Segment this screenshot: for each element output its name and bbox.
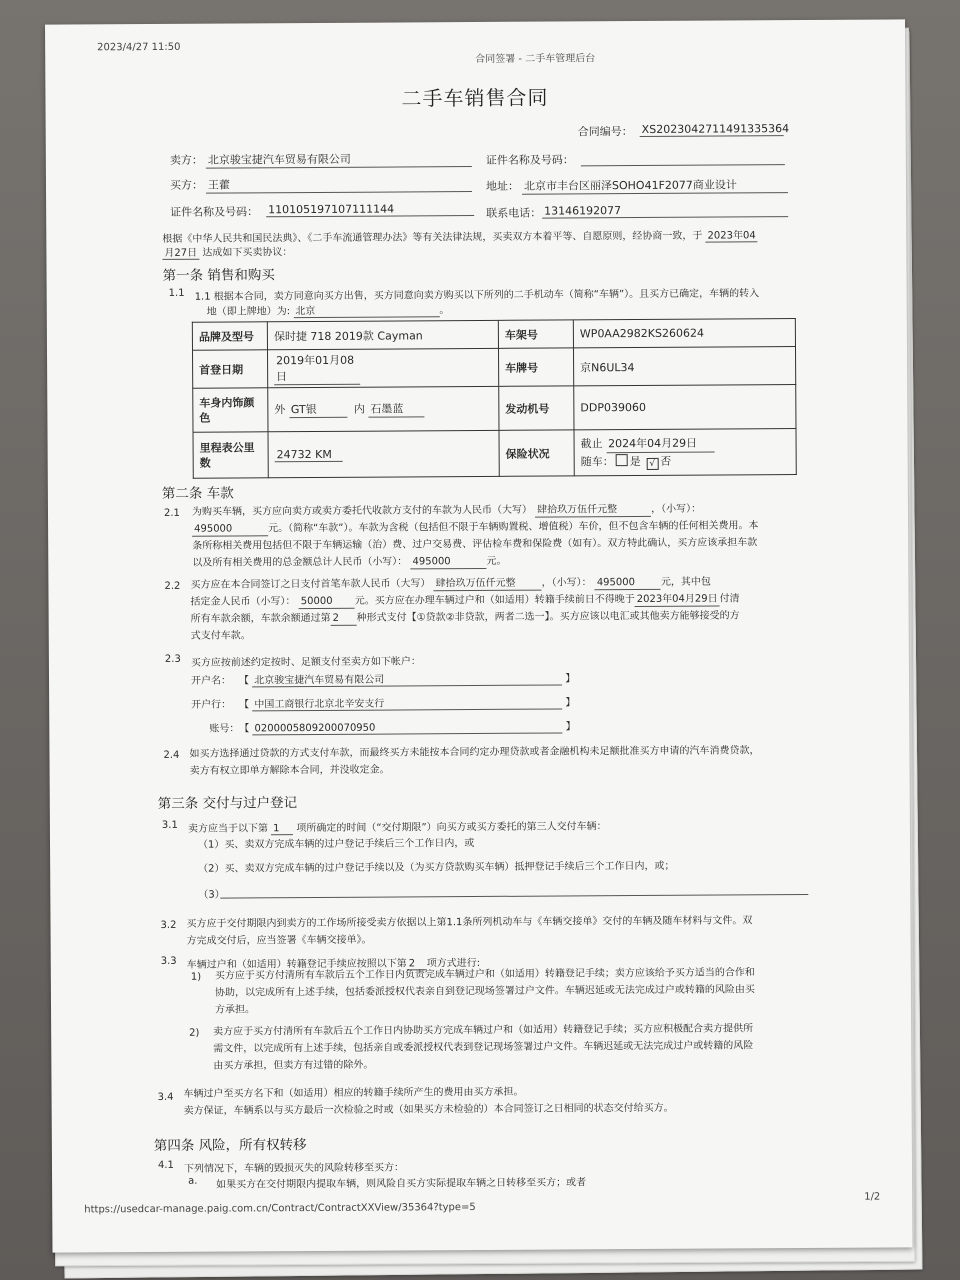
clause-3-3-item-2-number: 2) <box>189 1027 200 1039</box>
color-header: 车身内饰颜色 <box>193 388 268 432</box>
registration-city-line: 地（即上牌地）为: 北京 。 <box>207 301 450 318</box>
with-car-no-checkbox: √ <box>646 458 658 470</box>
vehicle-info-table <box>192 318 797 479</box>
seller-label: 卖方： <box>169 153 203 167</box>
seller-id-label: 证件名称及号码： <box>485 153 574 167</box>
account-name-row: 开户名： 【 北京骏宝捷汽车贸易有限公司 】 <box>191 669 575 687</box>
option-3-blank-line <box>220 894 808 899</box>
seller-id-line <box>581 164 785 166</box>
clause-3-2-text: 买方应于交付期限内到卖方的工作场所接受卖方依据以上第1.1条所列机动车与《车辆交接单》交付的车辆及随车材料与文件。双 方完成交付后，应当签署《车辆交接单》。 <box>186 915 753 947</box>
clause-3-3-item-1-text: 买方应于买方付清所有车款后五个工作日内负责完成车辆过户和（如适用）转籍登记手续；卖方应该给予买方适当的合作和 协助，以完成所有上述手续，包括委派授权代表亲自到登记现场签署过户文件。车辆迟延或无法完成过户或转籍的风险由买 方承担。 <box>214 967 755 1016</box>
odometer-value: 24732 KM <box>268 430 499 477</box>
article-2-title: 第二条 车款 <box>161 485 234 502</box>
clause-4-1-a-text: 如果买方在交付期限内提取车辆，则风险自买方实际提取车辆之日转移至买方；或者 <box>216 1177 587 1191</box>
plate-value: 京N6UL34 <box>573 347 795 386</box>
article-3-title: 第三条 交付与过户登记 <box>157 795 298 812</box>
color-value: 外 GT银 内 石墨蓝 <box>268 386 499 431</box>
print-datetime: 2023/4/27 11:50 <box>97 41 181 54</box>
brand-value: 保时捷 718 2019款 Cayman <box>267 320 498 349</box>
page-number: 1/2 <box>864 1191 881 1203</box>
clause-2-1-text: 为购买车辆，买方应向卖方或卖方委托代收款方支付的车款为人民币（大写） 肆拾玖万伍仟元整 ，（小写）： 495000 元。（简称“车款”）。车款为含税（包括但不限于车辆购置税、增值税）车价，但不包含车辆的任何相关费用。本 条所称相关费用包括但不限于车辆运输（治）费、过户交易费、评估检车费和保险费（如有）。双方特此确认，买方应该承担车款 以及所有相关费用的总金额总计人民币（小写）： 495000 元。 <box>191 503 759 569</box>
print-url: https://usedcar-manage.paig.com.cn/Contract/ContractXXView/35364?type=5 <box>84 1202 476 1216</box>
clause-3-4-number: 3.4 <box>157 1091 174 1103</box>
clause-3-1-option-3: （3） <box>198 889 225 901</box>
buyer-address: 北京市丰台区丽泽SOHO41F2077商业设计 <box>522 176 788 195</box>
insurance-value: 截止 2024年04月29日 随车： 是 √ 否 <box>574 429 796 476</box>
clause-3-1-option-1: （1）买、卖双方完成车辆的过户登记手续后三个工作日内，或 <box>197 838 475 851</box>
clause-2-4-number: 2.4 <box>163 749 180 761</box>
seller-name: 北京骏宝捷汽车贸易有限公司 <box>206 150 472 169</box>
clause-3-1-text: 卖方应当于以下第 1 项所确定的时间（“交付期限”）向买方或买方委托的第三人交付车辆： <box>187 821 607 835</box>
clause-1-1-number: 1.1 <box>168 287 185 299</box>
preamble-text: 根据《中华人民共和国民法典》、《二手车流通管理办法》等有关法律法规，买卖双方本着平等、自愿原则，经协商一致，于 2023年04 <box>162 226 757 246</box>
clause-3-3-text: 车辆过户和（如适用）转籍登记手续应按照以下第 2 项方式进行: <box>186 957 481 971</box>
clause-3-1-number: 3.1 <box>161 819 178 831</box>
reg-date-header: 首登日期 <box>192 350 267 388</box>
preamble-date: 月27日 达成如下买卖协议： <box>162 243 292 260</box>
engine-value: DDP039060 <box>574 385 796 430</box>
clause-4-1-number: 4.1 <box>157 1159 174 1171</box>
buyer-phone: 13146192077 <box>542 203 788 219</box>
vin-value: WP0AA2982KS260624 <box>573 319 795 348</box>
table-row <box>192 347 795 389</box>
contract-no-label: 合同编号： <box>577 125 633 139</box>
print-page-title: 合同签署 - 二手车管理后台 <box>475 53 596 65</box>
article-4-title: 第四条 风险，所有权转移 <box>153 1137 307 1154</box>
engine-header: 发动机号 <box>499 386 574 430</box>
plate-header: 车牌号 <box>498 348 573 386</box>
odometer-header: 里程表公里数 <box>193 432 268 478</box>
contract-no: XS2023042711491335364 <box>641 122 790 136</box>
insurance-header: 保险状况 <box>499 430 574 476</box>
with-car-yes-checkbox <box>616 454 628 466</box>
clause-2-3-number: 2.3 <box>164 653 181 665</box>
article-1-title: 第一条 销售和购买 <box>162 267 275 284</box>
contract-title: 二手车销售合同 <box>401 85 549 111</box>
bank-row: 开户行： 【 中国工商银行北京北辛安支行 】 <box>191 693 575 711</box>
clause-3-2-number: 3.2 <box>160 919 177 931</box>
contract-page <box>45 19 912 1252</box>
buyer-id: 110105197107111144 <box>266 202 474 217</box>
clause-2-1-number: 2.1 <box>163 507 180 519</box>
clause-3-3-item-2-text: 卖方应于买方付清所有车款后五个工作日内协助买方完成车辆过户和（如适用）转籍登记手续；买方应积极配合卖方提供所 需文件，以完成所有上述手续，包括亲自或委派授权代表到登记现场签署过户文件。车辆迟延或无法完成过户或转籍的风险 由买方承担，但卖方有过错的除外。 <box>213 1023 754 1072</box>
vin-header: 车架号 <box>498 320 573 348</box>
buyer-label: 买方： <box>169 178 204 192</box>
clause-2-4-text: 如买方选择通过贷款的方式支付车款，而最终买方未能按本合同约定办理贷款或者金融机构未足额批准买方申请的汽车消费贷款， 卖方有权立即单方解除本合同，并没收定金。 <box>189 745 760 777</box>
clause-3-1-option-2: （2）买、卖双方完成车辆的过户登记手续以及（为买方贷款购买车辆）抵押登记手续后三个工作日内，或； <box>198 860 675 875</box>
clause-4-1-a-number: a. <box>188 1175 198 1187</box>
brand-header: 品牌及型号 <box>192 322 267 350</box>
clause-3-4-text: 车辆过户至买方名下和（如适用）相应的转籍手续所产生的费用由买方承担。 卖方保证，车辆系以与买方最后一次检验之时或（如果买方未检验的）本合同签订之日相同的状态交付给买方。 <box>183 1086 674 1117</box>
clause-1-1-text: 1.1 根据本合同，卖方同意向买方出售，买方同意向卖方购买以下所列的二手机动车（简称“车辆”）。且买方已确定，车辆的转入 <box>194 288 760 303</box>
reg-date-value: 2019年01月08日 <box>267 348 498 387</box>
clause-2-2-text: 买方应在本合同签订之日支付首笔车款人民币（大写） 肆拾玖万伍仟元整 ，（小写）： 495000 元，其中包 括定金人民币（小写）： 50000 元。买方应在办理车辆过户和（如适用）转籍手续前日不得晚于 2023年04月29日 付清 所有车款余额，车款余额通过第 2 种形式支付【①贷款②非贷款，两者二选一】。买方应该以电汇或其他卖方能够接受的方 式支付车款。 <box>190 576 740 642</box>
clause-3-3-number: 3.3 <box>160 955 177 967</box>
table-row <box>193 429 796 479</box>
clause-3-3-item-1-number: 1) <box>190 971 202 983</box>
clause-2-3-text: 买方应按前述约定按时、足额支付至卖方如下帐户： <box>190 656 421 669</box>
address-label: 地址： <box>485 179 520 193</box>
phone-label: 联系电话： <box>486 206 542 220</box>
buyer-name: 王藿 <box>206 175 472 194</box>
buyer-id-label: 证件名称及号码： <box>170 205 259 219</box>
clause-4-1-text: 下列情况下，车辆的毁损灭失的风险转移至买方： <box>183 1162 405 1175</box>
clause-2-2-number: 2.2 <box>164 580 181 592</box>
table-row <box>193 385 796 433</box>
table-row <box>192 319 795 351</box>
account-no-row: 账号：【 0200005809200070950 】 <box>209 721 576 735</box>
